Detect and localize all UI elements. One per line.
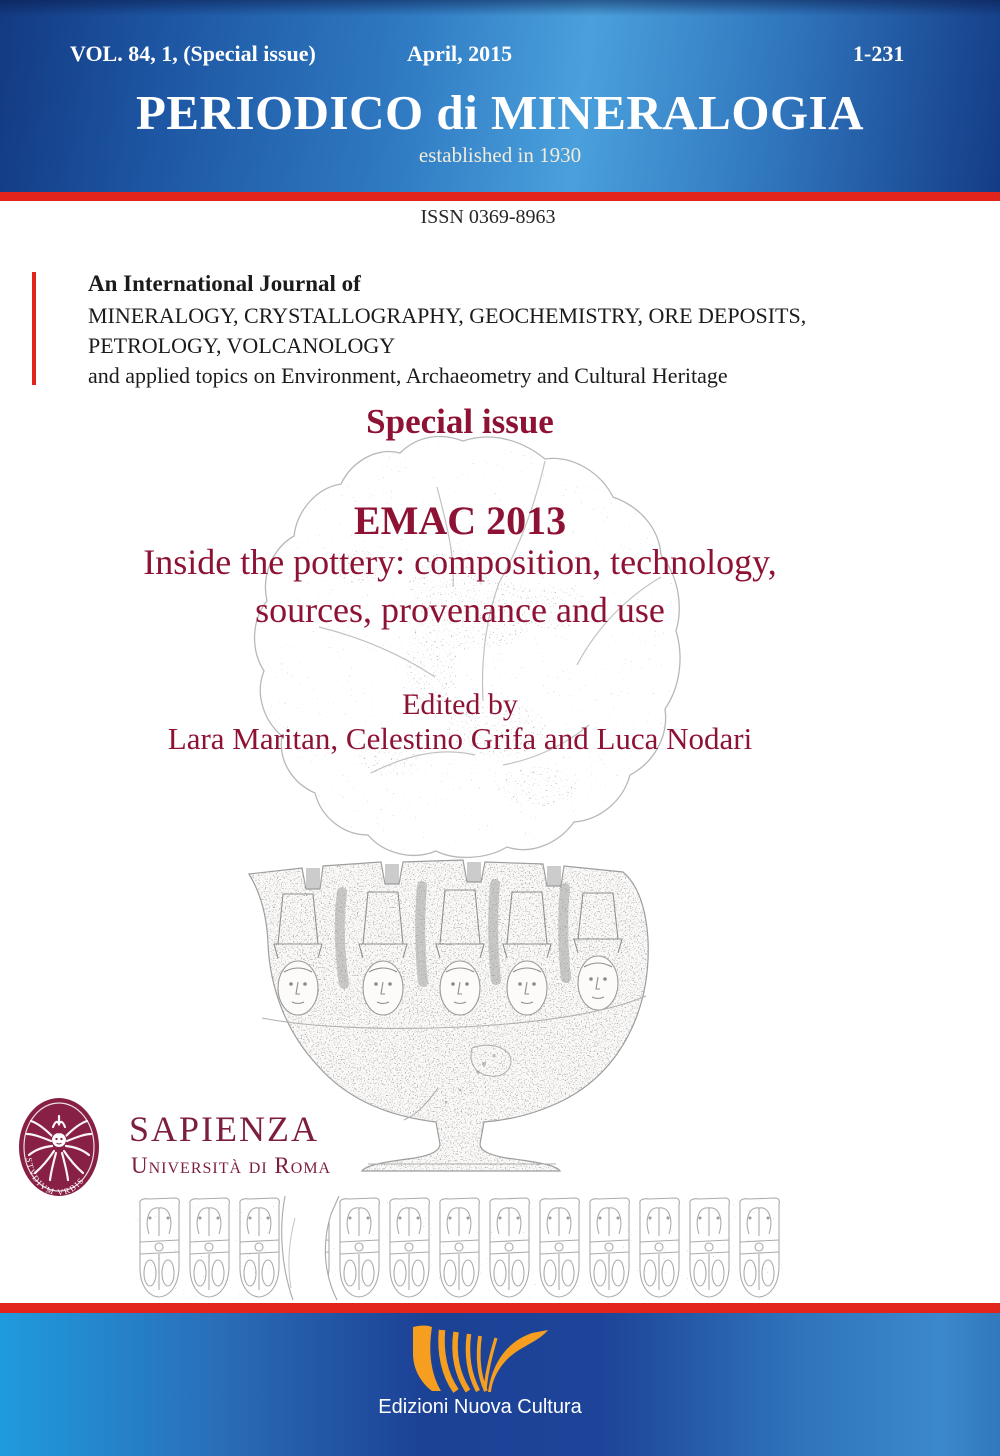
scope-applied: and applied topics on Environment, Archaeometry and Cultural Heritage xyxy=(88,363,728,388)
frieze-illustration xyxy=(135,1196,783,1302)
page-range: 1-231 xyxy=(853,41,905,66)
special-issue-heading: Special issue xyxy=(366,402,554,441)
issue-title-line-1: Inside the pottery: composition, technology, xyxy=(143,542,777,582)
pottery-sherd-illustration xyxy=(235,425,685,860)
scope-topics-1: MINERALOGY, CRYSTALLOGRAPHY, GEOCHEMISTRY, ORE DEPOSITS, xyxy=(88,303,807,328)
scope-intro: An International Journal of xyxy=(88,271,361,296)
publisher-name: Edizioni Nuova Cultura xyxy=(378,1396,582,1418)
editors-names: Lara Maritan, Celestino Grifa and Luca Nodari xyxy=(167,721,753,756)
university-name: SAPIENZA xyxy=(129,1109,320,1149)
masthead-band xyxy=(0,0,1000,192)
sapienza-emblem xyxy=(17,1096,101,1198)
conference-name: EMAC 2013 xyxy=(353,498,567,543)
university-subtitle: Università di Roma xyxy=(131,1153,332,1178)
bottom-red-stripe xyxy=(0,1303,1000,1313)
volume-label: VOL. 84, 1, (Special issue) xyxy=(70,41,316,66)
scope-topics-2: PETROLOGY, VOLCANOLOGY xyxy=(88,333,396,358)
established-line: established in 1930 xyxy=(418,143,582,167)
journal-title: PERIODICO di MINERALOGIA xyxy=(135,85,865,140)
issn-line: ISSN 0369-8963 xyxy=(420,206,556,228)
issue-title-line-2: sources, provenance and use xyxy=(255,590,665,630)
scope-red-bar xyxy=(32,272,36,385)
publisher-logo-icon xyxy=(408,1324,553,1394)
top-red-stripe xyxy=(0,192,1000,201)
emblem-motto: STVDIVM VRBIS xyxy=(24,1156,87,1198)
edited-by-label: Edited by xyxy=(402,688,518,721)
issue-date: April, 2015 xyxy=(407,41,513,66)
